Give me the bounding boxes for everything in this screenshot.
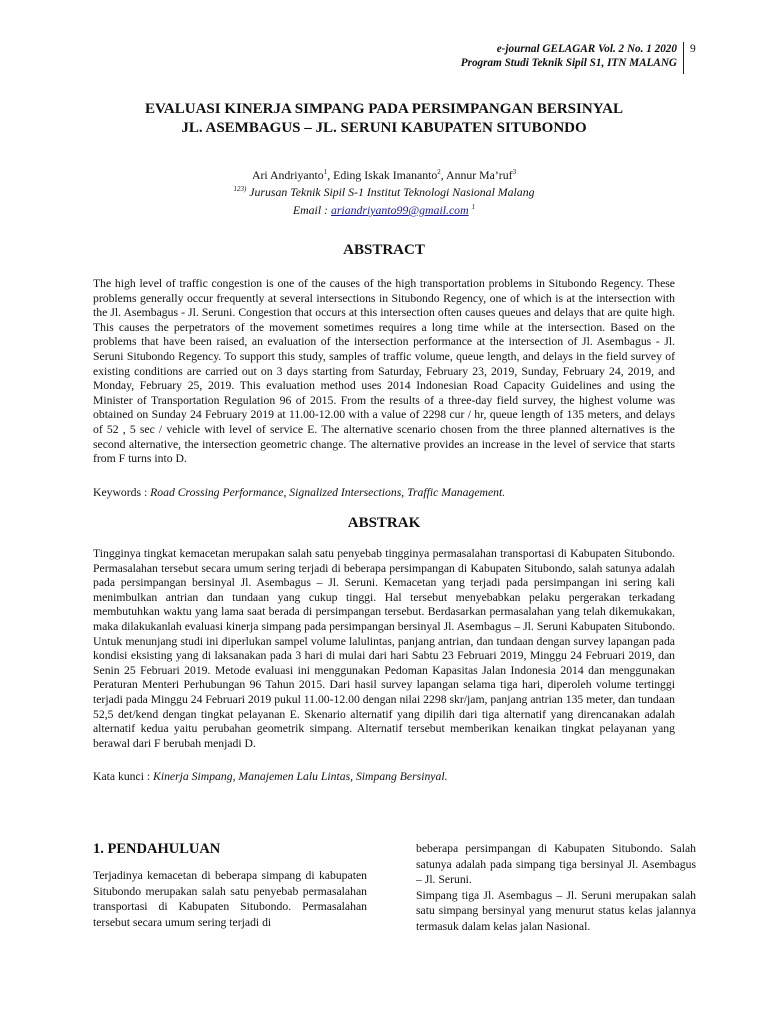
author-1: Ari Andriyanto [251,167,324,182]
email-link[interactable]: ariandriyanto99@gmail.com [330,202,469,217]
affiliation-sup: 123) [233,185,247,194]
program-line: Program Studi Teknik Sipil S1, ITN MALANG [460,57,677,69]
email-sup: 1 [471,202,476,211]
author-2: Eding Iskak Imananto [333,167,438,182]
email-line: Email : ariandriyanto99@gmail.com $^1$ [292,202,476,217]
page-number: 9 [683,42,696,74]
title-line-2: JL. ASEMBAGUS – JL. SERUNI KABUPATEN SITUBONDO [181,120,587,136]
running-header [461,42,677,70]
keywords: Road Crossing Performance, Signalized Intersections, Traffic Management. [150,486,506,499]
right-paragraph-2: Simpang tiga Jl. Asembagus – Jl. Seruni merupakan salah satu simpang bersinyal yang menurut status kelas jalannya termasuk dalam kelas jalan Nasional. [416,888,696,933]
author-names: Ari Andriyanto$^1$, Eding Iskak Imananto$^2$, Annur Ma’ruf$^3$ [251,167,517,182]
kata-kunci-line: Kata kunci : Kinerja Simpang, Manajemen Lalu Lintas, Simpang Bersinyal. [93,770,448,783]
abstract-heading: ABSTRACT [343,242,425,258]
kata-kunci: Kinerja Simpang, Manajemen Lalu Lintas, Simpang Bersinyal. [153,770,448,783]
right-paragraph-1: beberapa persimpangan di Kabupaten Situbondo. Salah satunya adalah pada simpang tiga bersinyal Jl. Asembagus – Jl. Seruni. [416,842,696,886]
right-column-text [416,841,696,934]
author-block [0,165,768,217]
abstrak-body: Tingginya tingkat kemacetan merupakan salah satu penyebab tingginya permasalahan transportasi di Kabupaten Situbondo. Permasalahan tersebut secara umum sering terjadi di beberapa persimpangan di Kabupaten Situbondo, salah satunya adalah pada persimpangan bersinyal Jl. Asembagus – Jl. Seruni. Kemacetan yang terjadi pada persimpangan ini sering kali menimbulkan antrian dan tundaan yang cukup tinggi. Hal tersebut menyebabkan pelaku pergerakan terkadang membutuhkan waktu yang lama saat berada di persimpangan tersebut. Berdasarkan permasalahan yang telah dikemukakan, maka dilakukanlah evaluasi kinerja simpang pada persimpangan bersinyal Jl. Asembagus – Jl. Seruni Kabupaten Situbondo. Untuk menunjang studi ini diperlukan sampel volume lalulintas, panjang antrian, dan tundaan dengan survey lapangan pada kondisi eksisting yang di laksanakan pada 3 hari di mulai dari hari Sabtu 23 Februari 2019, Minggu 24 Februari 2019, dan Senin 25 Februari 2019. Metode evaluasi ini menggunakan Pedoman Kapasitas Jalan Indonesia 2014 dan menggunakan Peraturan Menteri Perhubungan 96 Tahun 2015. Dari hasil survey lapangan selama tiga hari, diperoleh volume tertinggi terjadi pada Minggu 24 Februari 2019 pukul 11.00-12.00 dengan nilai 2298 skr/jam, panjang antrian 135 meter, dan tundaan 52,5 det/kend dengan tingkat pelayanan E. Skenario alternatif yang dipilih dari tiga alternatif yang direncanakan adalah alternatif kedua yaitu perubahan geometrik simpang. Alternatif tersebut memberikan kenaikan tingkat pelayanan yang berawal dari F berubah menjadi D. [93,547,675,750]
author-3: Annur Ma’ruf [446,167,513,182]
section-heading-pendahuluan: 1. PENDAHULUAN [93,841,221,857]
author-3-sup: 3 [512,168,517,176]
author-1-sup: 1 [323,168,328,176]
abstract-body: The high level of traffic congestion is one of the causes of the high transportation problems in Situbondo Regency. These problems generally occur frequently at several intersections in Situbondo Regency, one of which is at the intersection with the Jl. Asembagus - Jl. Seruni. Congestion that occurs at this intersection often causes queues and delays that are quite high. This causes the perpetrators of the movement sometimes requires a long time while at the intersection. Based on the problems that have been raised, an evaluation of the intersection performance at the intersection of Jl. Asembagus - Jl. Seruni Situbondo Regency. To support this study, samples of traffic volume, queue length, and delays in the field survey of existing conditions are carried out on 3 days starting from Saturday, February 23, 2019, Sunday, February 24, 2019, and Monday, February 25, 2019. This evaluation method uses 2014 Indonesian Road Capacity Guidelines and using the Minister of Transportation Regulation 96 of 2015. From the results of a three-day field survey, the highest volume was obtained on Sunday 24 February 2019 at 11.00-12.00 with a value of 2298 cur / hr, queue length of 135 meters, and delays of 52 , 5 sec / vehicle with level of service E. The alternative scenario chosen from the three planned alternatives is the second alternative, the intersection geometric change. The alternative provides an increase in the level of service that starts from F turns into D. [93,277,675,466]
abstrak-heading: ABSTRAK [347,515,421,531]
keywords-line: Keywords : Road Crossing Performance, Signalized Intersections, Traffic Management. [93,486,506,499]
affiliation: $^{123)}$ Jurusan Teknik Sipil S-1 Institut Teknologi Nasional Malang [233,185,535,200]
title-line-1: EVALUASI KINERJA SIMPANG PADA PERSIMPANGAN BERSINYAL [145,101,623,117]
journal-line: e-journal GELAGAR Vol. 2 No. 1 2020 [496,43,677,55]
paper-title [0,100,768,138]
left-column-text: Terjadinya kemacetan di beberapa simpang di kabupaten Situbondo merupakan salah satu penyebab permasalahan transportasi di Kabupaten Situbondo. Permasalahan tersebut secara umum sering terjadi di [93,869,367,929]
author-2-sup: 2 [437,168,441,176]
